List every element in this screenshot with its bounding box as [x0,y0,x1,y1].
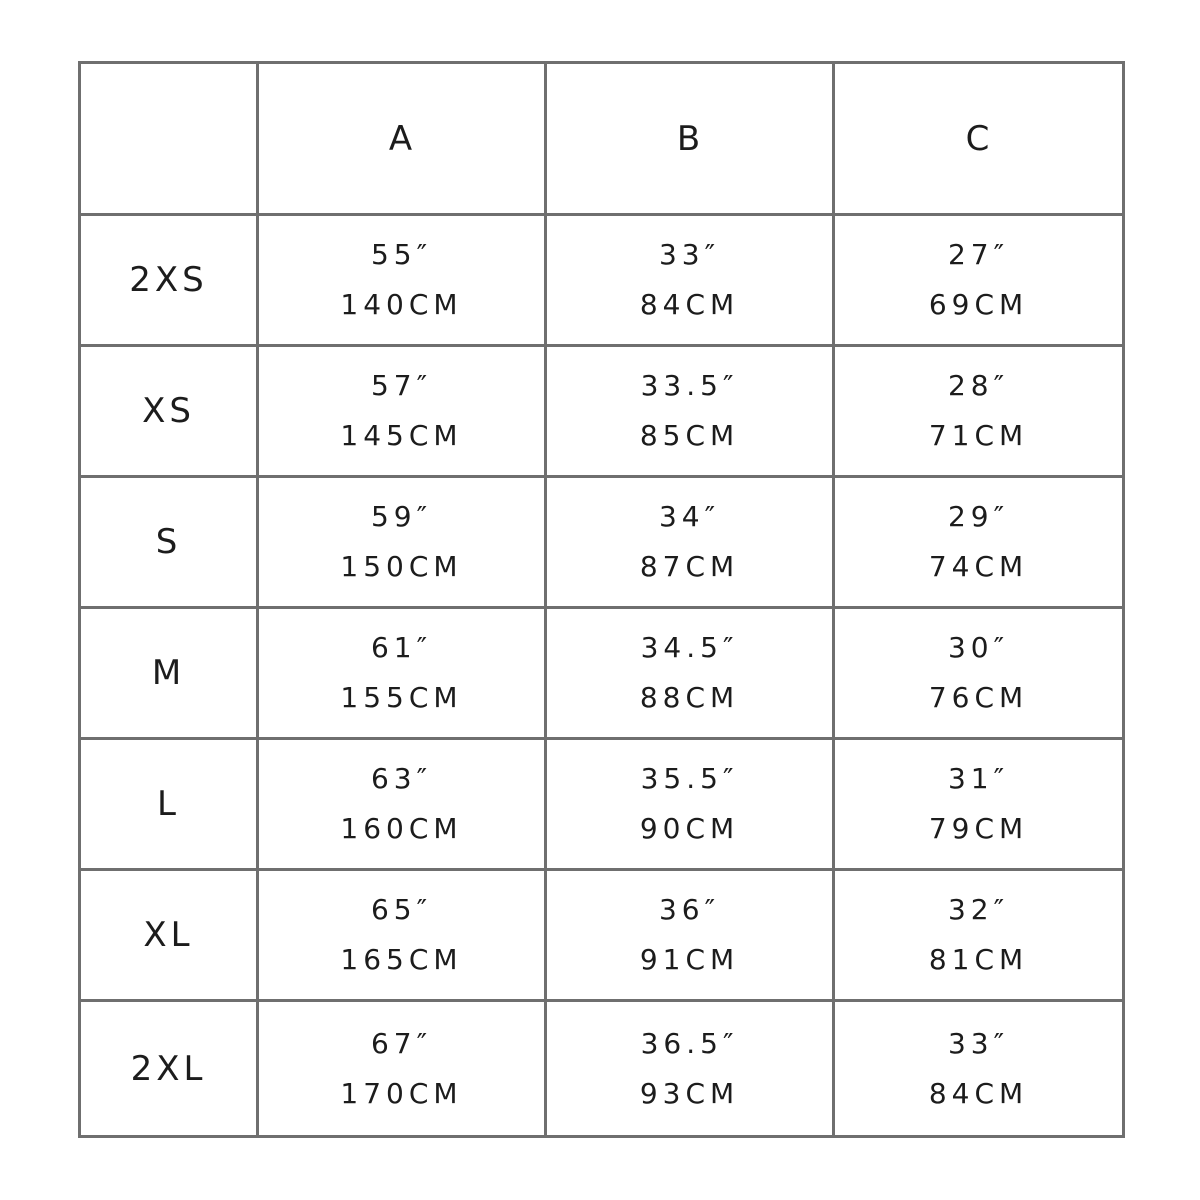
measurement-cell [259,1002,547,1135]
size-label: 2XS [129,260,208,300]
size-cell [81,1002,259,1135]
measurement-cell [547,609,835,740]
measurement-cell [835,740,1122,871]
measurement-inches: 29″ [947,500,1010,533]
measurement-inches: 30″ [947,631,1010,664]
measurement-centimeters: 76CM [928,681,1029,714]
measurement-centimeters: 81CM [928,943,1029,976]
size-label: XS [142,391,195,431]
measurement-centimeters: 74CM [928,550,1029,583]
measurement-centimeters: 165CM [340,943,463,976]
measurement-cell [547,347,835,478]
measurement-inches: 67″ [370,1026,433,1060]
size-label: L [157,784,180,824]
measurement-cell [259,871,547,1002]
measurement-inches: 55″ [370,238,433,271]
measurement-cell [835,1002,1122,1135]
measurement-centimeters: 170CM [340,1076,463,1110]
measurement-inches: 36″ [658,893,721,926]
measurement-centimeters: 84CM [928,1076,1029,1110]
size-label: XL [143,915,194,955]
measurement-inches: 65″ [370,893,433,926]
measurement-inches: 59″ [370,500,433,533]
size-chart-table [78,61,1125,1138]
measurement-inches: 27″ [947,238,1010,271]
measurement-centimeters: 90CM [639,812,740,845]
measurement-inches: 33.5″ [640,369,739,402]
measurement-inches: 33″ [658,238,721,271]
measurement-inches: 31″ [947,762,1010,795]
measurement-centimeters: 71CM [928,419,1029,452]
measurement-inches: 36.5″ [640,1026,739,1060]
measurement-inches: 57″ [370,369,433,402]
measurement-cell [259,740,547,871]
size-cell [81,347,259,478]
column-header-label: A [388,118,415,159]
measurement-inches: 35.5″ [640,762,739,795]
column-header-cell [835,64,1122,216]
size-cell [81,871,259,1002]
measurement-centimeters: 69CM [928,288,1029,321]
measurement-cell [835,216,1122,347]
measurement-cell [547,871,835,1002]
size-label: M [151,653,186,693]
measurement-centimeters: 85CM [639,419,740,452]
measurement-cell [259,478,547,609]
measurement-inches: 63″ [370,762,433,795]
column-header-label: B [676,118,703,159]
measurement-cell [835,871,1122,1002]
measurement-centimeters: 88CM [639,681,740,714]
measurement-cell [547,478,835,609]
measurement-centimeters: 79CM [928,812,1029,845]
measurement-cell [835,478,1122,609]
measurement-inches: 32″ [947,893,1010,926]
measurement-centimeters: 93CM [639,1076,740,1110]
size-cell [81,216,259,347]
measurement-cell [259,216,547,347]
measurement-cell [259,347,547,478]
measurement-inches: 28″ [947,369,1010,402]
measurement-cell [835,609,1122,740]
measurement-cell [835,347,1122,478]
measurement-cell [547,740,835,871]
size-cell [81,478,259,609]
measurement-centimeters: 160CM [340,812,463,845]
measurement-centimeters: 145CM [340,419,463,452]
measurement-inches: 34.5″ [640,631,739,664]
header-corner-cell [81,64,259,216]
size-label: S [155,522,182,562]
measurement-inches: 61″ [370,631,433,664]
column-header-cell [547,64,835,216]
measurement-centimeters: 155CM [340,681,463,714]
measurement-inches: 34″ [658,500,721,533]
measurement-cell [547,216,835,347]
size-cell [81,740,259,871]
column-header-label: C [965,118,992,159]
size-cell [81,609,259,740]
column-header-cell [259,64,547,216]
measurement-cell [547,1002,835,1135]
measurement-cell [259,609,547,740]
size-label: 2XL [130,1048,207,1089]
measurement-centimeters: 84CM [639,288,740,321]
measurement-inches: 33″ [947,1026,1010,1060]
measurement-centimeters: 87CM [639,550,740,583]
measurement-centimeters: 150CM [340,550,463,583]
measurement-centimeters: 140CM [340,288,463,321]
measurement-centimeters: 91CM [639,943,740,976]
